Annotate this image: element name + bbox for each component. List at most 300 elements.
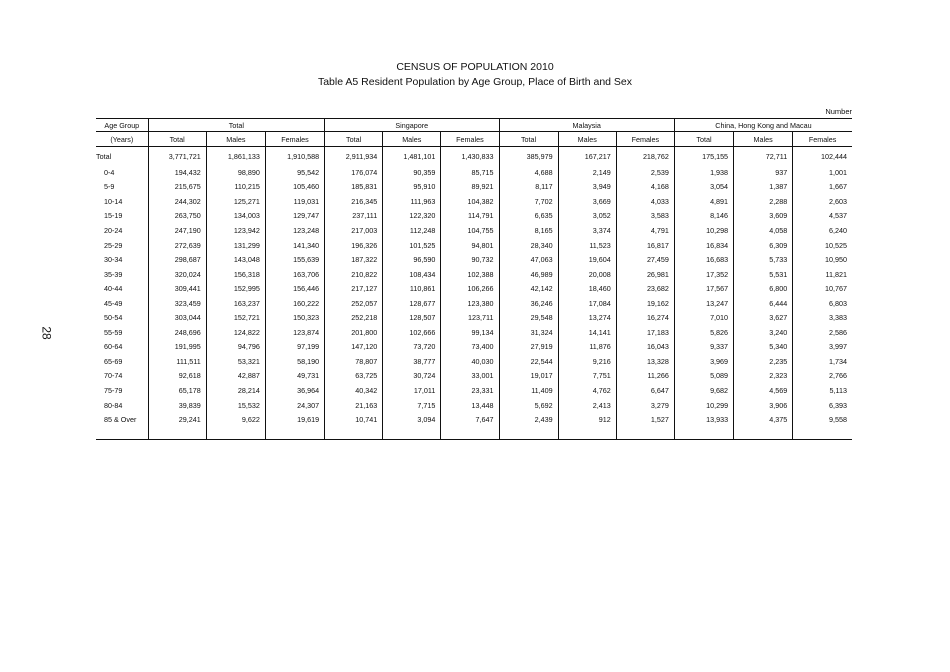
- table-cell: 29,548: [499, 310, 558, 325]
- table-cell: 19,604: [558, 252, 616, 267]
- table-cell: 217,127: [325, 281, 383, 296]
- table-cell: 152,721: [206, 310, 265, 325]
- age-group-label: 40-44: [104, 284, 123, 294]
- table-cell: 111,511: [148, 354, 206, 369]
- group-header-total: Total: [148, 119, 324, 132]
- table-cell: 36,964: [265, 383, 324, 398]
- table-cell: 1,387: [734, 180, 793, 195]
- table-cell: 4,375: [734, 412, 793, 427]
- table-cell: 6,393: [793, 398, 852, 413]
- table-row-total: [96, 147, 852, 166]
- table-cell: 40,030: [441, 354, 499, 369]
- table-cell: 40,342: [325, 383, 383, 398]
- table-cell: 912: [558, 412, 616, 427]
- table-cell: 2,413: [558, 398, 616, 413]
- table-cell: 21,163: [325, 398, 383, 413]
- table-row: [96, 252, 852, 267]
- table-cell: 8,165: [499, 223, 558, 238]
- table-cell: 128,507: [383, 310, 441, 325]
- table-cell: 3,094: [383, 412, 441, 427]
- table-cell: 218,762: [616, 147, 674, 166]
- spacer-cell: [148, 427, 206, 440]
- table-cell: 33,001: [441, 369, 499, 384]
- table-row: [96, 310, 852, 325]
- table-cell: 4,762: [558, 383, 616, 398]
- table-cell: 11,409: [499, 383, 558, 398]
- table-cell: 9,558: [793, 412, 852, 427]
- table-cell: 16,043: [616, 340, 674, 355]
- table-cell: 22,544: [499, 354, 558, 369]
- table-cell: 102,388: [441, 267, 499, 282]
- table-cell: 187,322: [325, 252, 383, 267]
- table-cell: 28,214: [206, 383, 265, 398]
- table-cell: 5,113: [793, 383, 852, 398]
- table-cell: 194,432: [148, 165, 206, 180]
- table-cell: 123,248: [265, 223, 324, 238]
- spacer-cell: [499, 427, 558, 440]
- spacer-cell: [96, 427, 148, 440]
- table-cell: 3,054: [674, 180, 733, 195]
- table-cell: 9,682: [674, 383, 733, 398]
- table-cell: 13,247: [674, 296, 733, 311]
- table-cell: 23,331: [441, 383, 499, 398]
- table-cell: 47,063: [499, 252, 558, 267]
- table-cell: 4,891: [674, 194, 733, 209]
- table-cell: 102,666: [383, 325, 441, 340]
- age-group-header: [96, 119, 148, 132]
- spacer-cell: [793, 427, 852, 440]
- table-cell: 298,687: [148, 252, 206, 267]
- table-cell: 73,400: [441, 340, 499, 355]
- spacer-cell: [325, 427, 383, 440]
- table-cell: 4,033: [616, 194, 674, 209]
- table-cell: 63,725: [325, 369, 383, 384]
- table-cell: 78,807: [325, 354, 383, 369]
- table-cell: 97,199: [265, 340, 324, 355]
- table-cell: 96,590: [383, 252, 441, 267]
- table-cell: 19,619: [265, 412, 324, 427]
- age-group-label: 10-14: [104, 196, 123, 206]
- table-cell: 125,271: [206, 194, 265, 209]
- table-cell: 6,803: [793, 296, 852, 311]
- table-cell: 42,887: [206, 369, 265, 384]
- table-cell: 7,010: [674, 310, 733, 325]
- table-cell: 4,058: [734, 223, 793, 238]
- table-cell: 263,750: [148, 209, 206, 224]
- table-cell: 17,011: [383, 383, 441, 398]
- table-cell: 110,861: [383, 281, 441, 296]
- table-cell: 1,001: [793, 165, 852, 180]
- table-cell: 201,800: [325, 325, 383, 340]
- table-cell: 13,448: [441, 398, 499, 413]
- table-cell: 110,215: [206, 180, 265, 195]
- subheader-total: Total: [499, 132, 558, 147]
- table-cell: 3,383: [793, 310, 852, 325]
- table-cell: 3,997: [793, 340, 852, 355]
- table-cell: 2,539: [616, 165, 674, 180]
- table-cell: 90,359: [383, 165, 441, 180]
- spacer-cell: [441, 427, 499, 440]
- table-cell: 16,274: [616, 310, 674, 325]
- age-group-label: 80-84: [104, 400, 123, 410]
- age-group-label: 55-59: [104, 327, 123, 337]
- table-cell: 10,299: [674, 398, 733, 413]
- table-cell: 104,382: [441, 194, 499, 209]
- spacer-cell: [265, 427, 324, 440]
- table-cell: 38,777: [383, 354, 441, 369]
- table-cell: 3,279: [616, 398, 674, 413]
- table-cell: 10,741: [325, 412, 383, 427]
- table-cell: 6,635: [499, 209, 558, 224]
- subheader-total: Total: [674, 132, 733, 147]
- table-cell: 92,618: [148, 369, 206, 384]
- table-row: [96, 209, 852, 224]
- subheader-females: Females: [265, 132, 324, 147]
- table-cell: 95,910: [383, 180, 441, 195]
- table-cell: 210,822: [325, 267, 383, 282]
- table-cell: 24,307: [265, 398, 324, 413]
- table-cell: 29,241: [148, 412, 206, 427]
- table-cell: 36,246: [499, 296, 558, 311]
- table-cell: 152,995: [206, 281, 265, 296]
- subheader-females: Females: [793, 132, 852, 147]
- table-cell: 58,190: [265, 354, 324, 369]
- age-group-label: 15-19: [104, 211, 123, 221]
- table-cell: 2,603: [793, 194, 852, 209]
- table-row: [96, 238, 852, 253]
- age-group-label: 5-9: [104, 182, 115, 192]
- table-cell: 185,831: [325, 180, 383, 195]
- table-cell: 102,444: [793, 147, 852, 166]
- table-cell: 114,791: [441, 209, 499, 224]
- table-cell: 39,839: [148, 398, 206, 413]
- table-cell: 13,274: [558, 310, 616, 325]
- table-cell: 5,826: [674, 325, 733, 340]
- table-cell: 20,008: [558, 267, 616, 282]
- table-cell: 28,340: [499, 238, 558, 253]
- age-group-label: Total: [96, 151, 112, 161]
- page-number: 28: [39, 326, 54, 340]
- table-cell: 30,724: [383, 369, 441, 384]
- table-row: [96, 369, 852, 384]
- table-cell: 95,542: [265, 165, 324, 180]
- table-cell: 141,340: [265, 238, 324, 253]
- table-cell: 163,706: [265, 267, 324, 282]
- table-cell: 18,460: [558, 281, 616, 296]
- table-cell: 1,734: [793, 354, 852, 369]
- subheader-males: Males: [558, 132, 616, 147]
- age-group-header-line1: Age Group: [104, 120, 140, 130]
- table-cell: 156,446: [265, 281, 324, 296]
- table-cell: 320,024: [148, 267, 206, 282]
- table-row: [96, 194, 852, 209]
- table-cell: 248,696: [148, 325, 206, 340]
- table-cell: 89,921: [441, 180, 499, 195]
- table-cell: 3,949: [558, 180, 616, 195]
- table-row: [96, 223, 852, 238]
- table-cell: 3,969: [674, 354, 733, 369]
- table-cell: 131,299: [206, 238, 265, 253]
- table-cell: 17,183: [616, 325, 674, 340]
- table-cell: 26,981: [616, 267, 674, 282]
- table-cell: 123,380: [441, 296, 499, 311]
- spacer-cell: [558, 427, 616, 440]
- table-cell: 7,715: [383, 398, 441, 413]
- table-cell: 108,434: [383, 267, 441, 282]
- table-cell: 3,771,721: [148, 147, 206, 166]
- table-cell: 9,216: [558, 354, 616, 369]
- table-cell: 5,692: [499, 398, 558, 413]
- table-cell: 8,117: [499, 180, 558, 195]
- table-cell: 11,523: [558, 238, 616, 253]
- table-cell: 4,537: [793, 209, 852, 224]
- group-header-malaysia: Malaysia: [499, 119, 674, 132]
- table-cell: 4,688: [499, 165, 558, 180]
- subheader-females: Females: [441, 132, 499, 147]
- table-cell: 90,732: [441, 252, 499, 267]
- table-cell: 252,218: [325, 310, 383, 325]
- table-cell: 31,324: [499, 325, 558, 340]
- table-cell: 191,995: [148, 340, 206, 355]
- table-cell: 3,609: [734, 209, 793, 224]
- table-cell: 3,669: [558, 194, 616, 209]
- table-cell: 101,525: [383, 238, 441, 253]
- table-cell: 119,031: [265, 194, 324, 209]
- group-header-china-hk-macau: China, Hong Kong and Macau: [674, 119, 852, 132]
- table-cell: 3,906: [734, 398, 793, 413]
- table-cell: 252,057: [325, 296, 383, 311]
- table-cell: 2,439: [499, 412, 558, 427]
- age-group-label: 75-79: [104, 385, 123, 395]
- table-row: [96, 267, 852, 282]
- table-cell: 105,460: [265, 180, 324, 195]
- table-cell: 23,682: [616, 281, 674, 296]
- table-cell: 10,525: [793, 238, 852, 253]
- table-cell: 309,441: [148, 281, 206, 296]
- age-group-label: 20-24: [104, 225, 123, 235]
- table-cell: 1,667: [793, 180, 852, 195]
- table-row: [96, 281, 852, 296]
- table-cell: 2,911,934: [325, 147, 383, 166]
- table-cell: 1,938: [674, 165, 733, 180]
- table-cell: 10,950: [793, 252, 852, 267]
- table-cell: 123,711: [441, 310, 499, 325]
- table-cell: 11,821: [793, 267, 852, 282]
- table-row: [96, 165, 852, 180]
- table-cell: 2,235: [734, 354, 793, 369]
- spacer-cell: [383, 427, 441, 440]
- table-cell: 323,459: [148, 296, 206, 311]
- table-cell: 1,527: [616, 412, 674, 427]
- table-cell: 122,320: [383, 209, 441, 224]
- age-group-label: 0-4: [104, 167, 115, 177]
- table-cell: 134,003: [206, 209, 265, 224]
- table-cell: 160,222: [265, 296, 324, 311]
- table-cell: 196,326: [325, 238, 383, 253]
- age-group-label: 35-39: [104, 269, 123, 279]
- table-cell: 14,141: [558, 325, 616, 340]
- spacer-cell: [674, 427, 733, 440]
- table-cell: 99,134: [441, 325, 499, 340]
- table-cell: 8,146: [674, 209, 733, 224]
- age-group-label: 60-64: [104, 342, 123, 352]
- table-cell: 3,374: [558, 223, 616, 238]
- table-cell: 175,155: [674, 147, 733, 166]
- group-header-singapore: Singapore: [325, 119, 499, 132]
- table-cell: 27,919: [499, 340, 558, 355]
- table-cell: 106,266: [441, 281, 499, 296]
- table-cell: 2,149: [558, 165, 616, 180]
- table-row: [96, 325, 852, 340]
- table-cell: 7,647: [441, 412, 499, 427]
- table-cell: 13,933: [674, 412, 733, 427]
- unit-label: Number: [825, 107, 852, 116]
- table-cell: 143,048: [206, 252, 265, 267]
- census-table: [96, 118, 852, 440]
- table-cell: 16,834: [674, 238, 733, 253]
- table-cell: 16,817: [616, 238, 674, 253]
- table-cell: 17,084: [558, 296, 616, 311]
- table-cell: 217,003: [325, 223, 383, 238]
- table-cell: 123,942: [206, 223, 265, 238]
- age-group-label: 30-34: [104, 255, 123, 265]
- table-cell: 42,142: [499, 281, 558, 296]
- table-cell: 156,318: [206, 267, 265, 282]
- table-cell: 2,288: [734, 194, 793, 209]
- page-title: CENSUS OF POPULATION 2010: [396, 61, 554, 73]
- table-cell: 6,444: [734, 296, 793, 311]
- table-cell: 5,340: [734, 340, 793, 355]
- table-cell: 112,248: [383, 223, 441, 238]
- table-cell: 385,979: [499, 147, 558, 166]
- table-cell: 7,751: [558, 369, 616, 384]
- spacer-cell: [734, 427, 793, 440]
- subheader-males: Males: [383, 132, 441, 147]
- table-cell: 4,569: [734, 383, 793, 398]
- subheader-males: Males: [206, 132, 265, 147]
- table-cell: 17,567: [674, 281, 733, 296]
- table-cell: 176,074: [325, 165, 383, 180]
- age-group-header-years: (Years): [96, 132, 148, 147]
- table-cell: 147,120: [325, 340, 383, 355]
- table-cell: 303,044: [148, 310, 206, 325]
- table-cell: 3,627: [734, 310, 793, 325]
- table-cell: 247,190: [148, 223, 206, 238]
- table-cell: 15,532: [206, 398, 265, 413]
- table-caption: Table A5 Resident Population by Age Group, Place of Birth and Sex: [317, 76, 633, 88]
- table-cell: 4,168: [616, 180, 674, 195]
- table-cell: 1,910,588: [265, 147, 324, 166]
- table-cell: 9,622: [206, 412, 265, 427]
- table-cell: 3,240: [734, 325, 793, 340]
- spacer-cell: [616, 427, 674, 440]
- table-cell: 6,647: [616, 383, 674, 398]
- table-cell: 244,302: [148, 194, 206, 209]
- table-cell: 72,711: [734, 147, 793, 166]
- age-group-label: 85 & Over: [104, 415, 137, 425]
- table-cell: 216,345: [325, 194, 383, 209]
- table-row: [96, 383, 852, 398]
- table-cell: 1,861,133: [206, 147, 265, 166]
- table-cell: 10,298: [674, 223, 733, 238]
- table-cell: 3,583: [616, 209, 674, 224]
- table-cell: 17,352: [674, 267, 733, 282]
- table-cell: 85,715: [441, 165, 499, 180]
- table-cell: 6,800: [734, 281, 793, 296]
- table-cell: 1,481,101: [383, 147, 441, 166]
- table-cell: 167,217: [558, 147, 616, 166]
- table-cell: 5,531: [734, 267, 793, 282]
- table-cell: 6,240: [793, 223, 852, 238]
- table-cell: 46,989: [499, 267, 558, 282]
- table-cell: 129,747: [265, 209, 324, 224]
- table-cell: 4,791: [616, 223, 674, 238]
- age-group-label: 50-54: [104, 313, 123, 323]
- age-group-label: 70-74: [104, 371, 123, 381]
- table-row: [96, 296, 852, 311]
- table-row: [96, 398, 852, 413]
- table-cell: 11,876: [558, 340, 616, 355]
- table-cell: 6,309: [734, 238, 793, 253]
- table-row: [96, 180, 852, 195]
- table-cell: 98,890: [206, 165, 265, 180]
- table-cell: 7,702: [499, 194, 558, 209]
- table-cell: 13,328: [616, 354, 674, 369]
- table-cell: 49,731: [265, 369, 324, 384]
- subheader-females: Females: [616, 132, 674, 147]
- table-cell: 128,677: [383, 296, 441, 311]
- table-bottom-spacer: [96, 427, 852, 440]
- table-cell: 73,720: [383, 340, 441, 355]
- table-cell: 111,963: [383, 194, 441, 209]
- table-body: [96, 147, 852, 440]
- table-cell: 237,111: [325, 209, 383, 224]
- table-cell: 2,586: [793, 325, 852, 340]
- table-cell: 123,874: [265, 325, 324, 340]
- table-cell: 5,089: [674, 369, 733, 384]
- table-cell: 5,733: [734, 252, 793, 267]
- table-cell: 19,162: [616, 296, 674, 311]
- table-cell: 2,323: [734, 369, 793, 384]
- age-group-label: 25-29: [104, 240, 123, 250]
- table-cell: 11,266: [616, 369, 674, 384]
- table-cell: 2,766: [793, 369, 852, 384]
- table-cell: 124,822: [206, 325, 265, 340]
- table-row: [96, 354, 852, 369]
- table-cell: 155,639: [265, 252, 324, 267]
- spacer-cell: [206, 427, 265, 440]
- table-row: [96, 340, 852, 355]
- table-cell: 104,755: [441, 223, 499, 238]
- table-cell: 19,017: [499, 369, 558, 384]
- table-cell: 94,801: [441, 238, 499, 253]
- age-group-label: 45-49: [104, 298, 123, 308]
- table-cell: 10,767: [793, 281, 852, 296]
- table-cell: 150,323: [265, 310, 324, 325]
- table-cell: 163,237: [206, 296, 265, 311]
- table-row: [96, 412, 852, 427]
- subheader-total: Total: [148, 132, 206, 147]
- subheader-males: Males: [734, 132, 793, 147]
- table-cell: 272,639: [148, 238, 206, 253]
- table-cell: 53,321: [206, 354, 265, 369]
- age-group-label: 65-69: [104, 356, 123, 366]
- table-cell: 3,052: [558, 209, 616, 224]
- table-cell: 1,430,833: [441, 147, 499, 166]
- table-cell: 65,178: [148, 383, 206, 398]
- table-cell: 94,796: [206, 340, 265, 355]
- table-cell: 27,459: [616, 252, 674, 267]
